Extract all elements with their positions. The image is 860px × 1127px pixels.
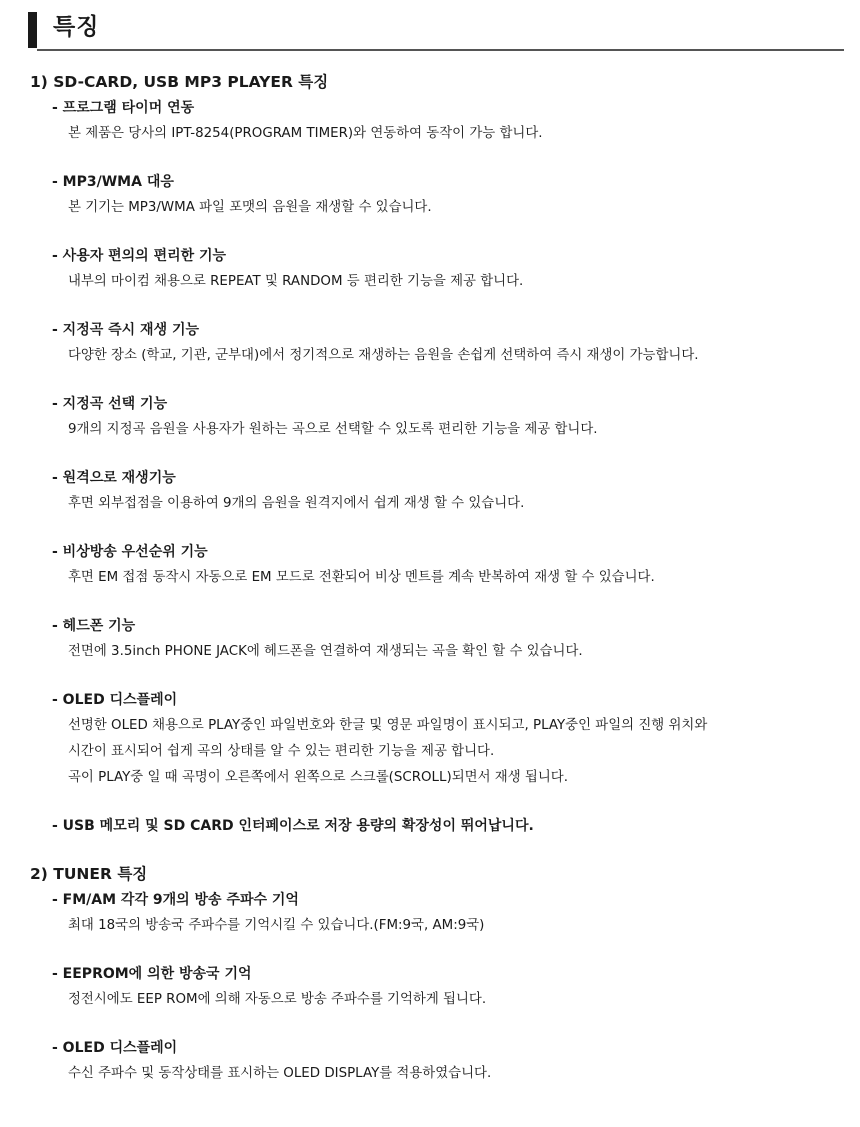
feature-item — [30, 391, 846, 443]
section-title: 1) SD-CARD, USB MP3 PLAYER 특징 — [30, 73, 329, 91]
feature-item — [30, 1035, 846, 1087]
feature-heading: - 사용자 편의의 편리한 기능 — [52, 248, 227, 264]
feature-description: 수신 주파수 및 동작상태를 표시하는 OLED DISPLAY를 적용하였습니다. — [68, 1066, 492, 1081]
feature-item — [30, 243, 846, 295]
feature-description: 본 기기는 MP3/WMA 파일 포맷의 음원을 재생할 수 있습니다. — [68, 200, 432, 215]
feature-description: 9개의 지정곡 음원을 사용자가 원하는 곡으로 선택할 수 있도록 편리한 기능을 제공 합니다. — [68, 422, 598, 437]
feature-heading: - MP3/WMA 대응 — [52, 174, 174, 190]
feature-heading: - USB 메모리 및 SD CARD 인터페이스로 저장 용량의 확장성이 뛰어납니다. — [52, 818, 534, 834]
feature-item — [30, 169, 846, 221]
feature-item — [30, 613, 846, 665]
document-body — [30, 69, 846, 1109]
feature-item — [30, 465, 846, 517]
feature-heading: - 지정곡 선택 기능 — [52, 396, 168, 412]
feature-heading: - FM/AM 각각 9개의 방송 주파수 기억 — [52, 892, 299, 908]
feature-description: 정전시에도 EEP ROM에 의해 자동으로 방송 주파수를 기억하게 됩니다. — [68, 992, 487, 1007]
feature-description: 다양한 장소 (학교, 기관, 군부대)에서 정기적으로 재생하는 음원을 손쉽게 선택하여 즉시 재생이 가능합니다. — [68, 348, 699, 363]
feature-description: 최대 18국의 방송국 주파수를 기억시킬 수 있습니다.(FM:9국, AM:9국) — [68, 918, 485, 933]
feature-description: 본 제품은 당사의 IPT-8254(PROGRAM TIMER)와 연동하여 동작이 가능 합니다. — [68, 126, 543, 141]
feature-description: 후면 EM 접점 동작시 자동으로 EM 모드로 전환되어 비상 멘트를 계속 반복하여 재생 할 수 있습니다. — [68, 570, 655, 585]
page-title: 특징 — [53, 14, 100, 40]
feature-item — [30, 887, 846, 939]
feature-item — [30, 813, 846, 839]
feature-description: 내부의 마이컴 채용으로 REPEAT 및 RANDOM 등 편리한 기능을 제공 합니다. — [68, 274, 524, 289]
feature-item — [30, 95, 846, 147]
feature-heading: - 지정곡 즉시 재생 기능 — [52, 322, 200, 338]
title-marker-bar — [28, 12, 37, 48]
feature-heading: - 프로그램 타이머 연동 — [52, 100, 195, 116]
feature-item — [30, 317, 846, 369]
feature-heading: - OLED 디스플레이 — [52, 692, 178, 708]
feature-item — [30, 687, 846, 791]
feature-description: 전면에 3.5inch PHONE JACK에 헤드폰을 연결하여 재생되는 곡을 확인 할 수 있습니다. — [68, 644, 583, 659]
section-tuner — [30, 861, 846, 1087]
feature-heading: - OLED 디스플레이 — [52, 1040, 178, 1056]
feature-heading: - EEPROM에 의한 방송국 기억 — [52, 966, 252, 982]
title-underline — [37, 49, 844, 51]
feature-description: 선명한 OLED 채용으로 PLAY중인 파일번호와 한글 및 영문 파일명이 표시되고, PLAY중인 파일의 진행 위치와 시간이 표시되어 쉽게 곡의 상태를 알 수 있는 편리한 기능을 제공 합니다. 곡이 PLAY중 일 때 곡명이 오른쪽에서 왼쪽으로 스크롤(SCROLL)되면서 재생 됩니다. — [68, 718, 708, 785]
feature-heading: - 헤드폰 기능 — [52, 618, 136, 634]
section-mp3-player — [30, 69, 846, 839]
feature-description: 후면 외부접점을 이용하여 9개의 음원을 원격지에서 쉽게 재생 할 수 있습니다. — [68, 496, 525, 511]
feature-heading: - 원격으로 재생기능 — [52, 470, 176, 486]
feature-item — [30, 539, 846, 591]
section-title: 2) TUNER 특징 — [30, 865, 148, 883]
feature-item — [30, 961, 846, 1013]
page-header — [28, 8, 844, 52]
feature-heading: - 비상방송 우선순위 기능 — [52, 544, 208, 560]
